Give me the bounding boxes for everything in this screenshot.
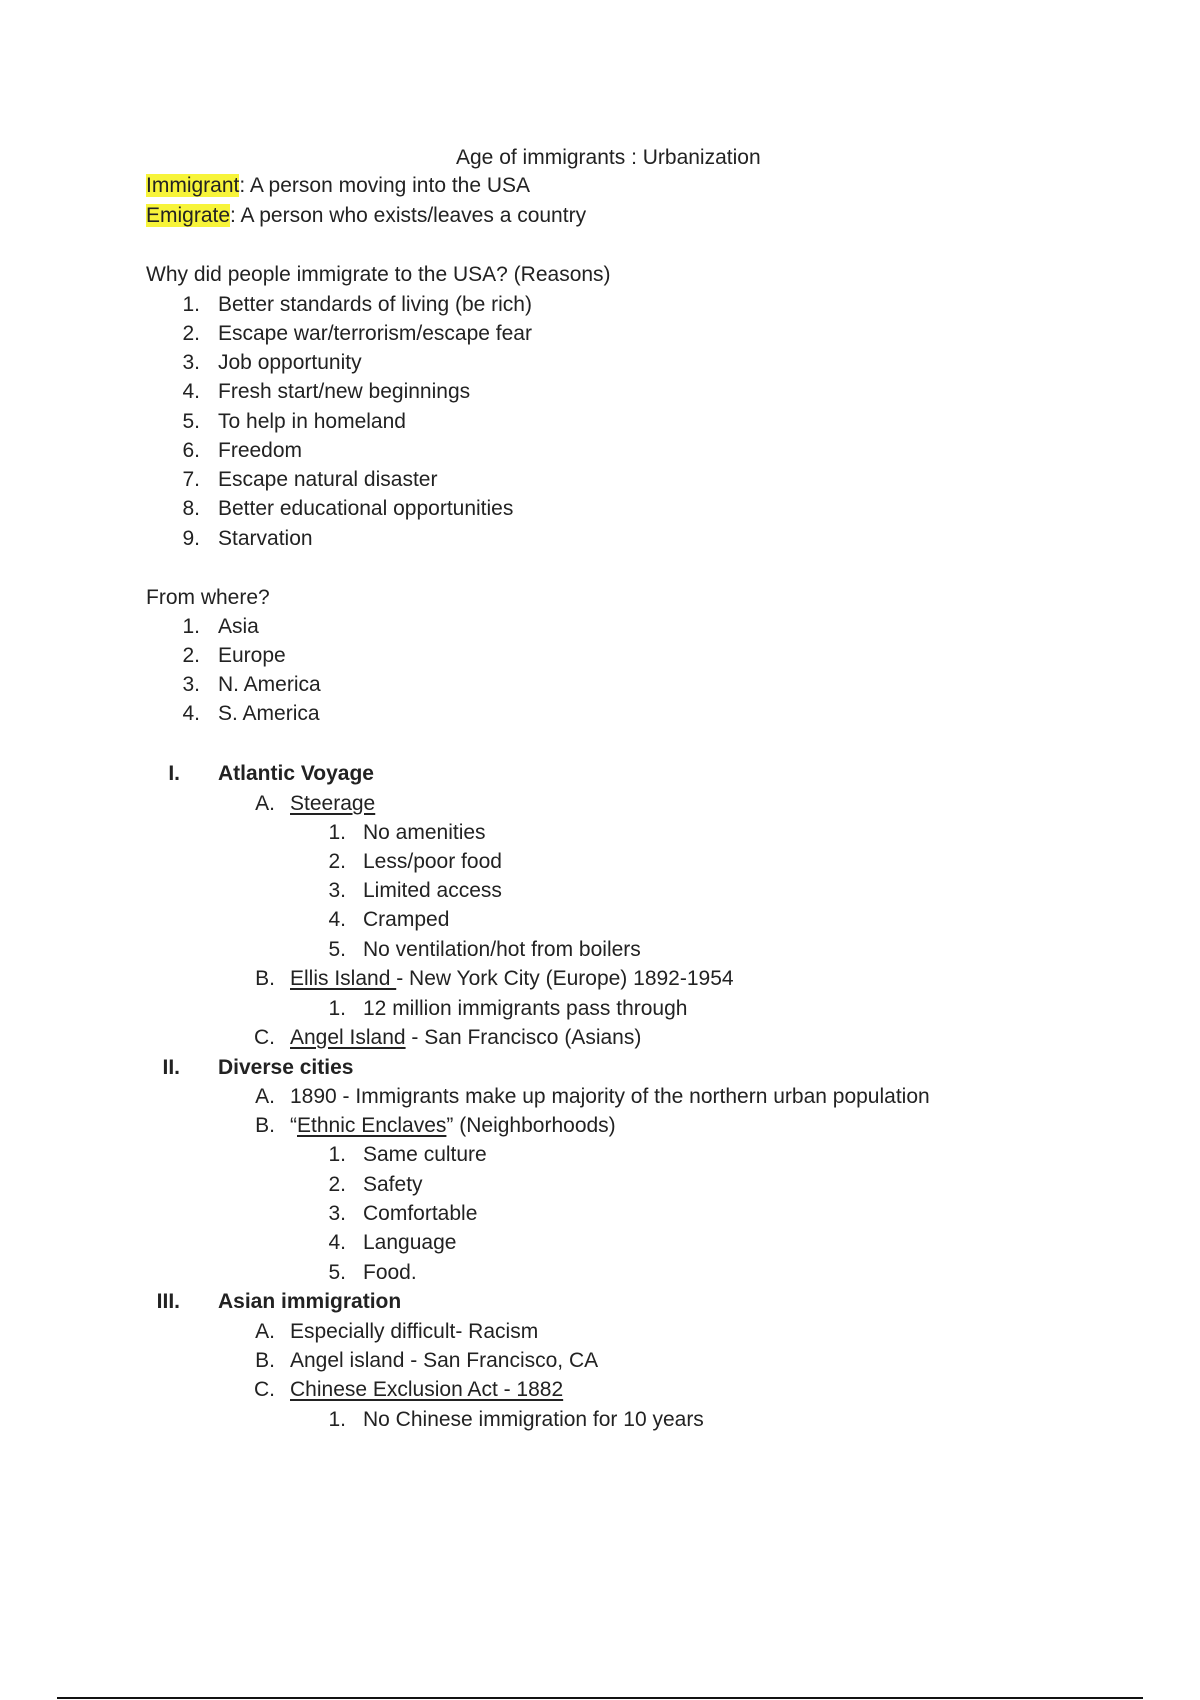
term-highlight: Emigrate xyxy=(146,204,231,227)
roman-marker: II. xyxy=(162,1056,180,1079)
subsection-line: Ellis Island - New York City (Europe) 1892-1954 xyxy=(290,967,734,990)
subsection-title: Chinese Exclusion Act - 1882 xyxy=(290,1378,564,1401)
letter-marker: B. xyxy=(255,1349,275,1372)
section-title: Asian immigration xyxy=(218,1290,402,1313)
definition-emigrate: Emigrate: A person who exists/leaves a country xyxy=(146,204,587,227)
subsection-line: Especially difficult- Racism xyxy=(290,1320,539,1343)
letter-marker: A. xyxy=(255,1320,275,1343)
section-title: Atlantic Voyage xyxy=(218,762,374,785)
subsection-line: Angel Island - San Francisco (Asians) xyxy=(290,1026,642,1049)
subsection-line: “Ethnic Enclaves” (Neighborhoods) xyxy=(290,1114,616,1137)
reasons-heading: Why did people immigrate to the USA? (Reasons) xyxy=(146,263,611,286)
subsection-title: Steerage xyxy=(290,792,376,815)
origins-heading: From where? xyxy=(146,586,270,609)
roman-marker: I. xyxy=(168,762,180,785)
term-highlight: Immigrant xyxy=(146,174,240,197)
section-title: Diverse cities xyxy=(218,1056,354,1079)
definition-immigrant: Immigrant: A person moving into the USA xyxy=(146,174,531,197)
letter-marker: B. xyxy=(255,967,275,990)
letter-marker: C. xyxy=(254,1026,275,1049)
subsection-title: Angel Island xyxy=(290,1026,406,1049)
subsection-title: Ellis Island xyxy=(290,967,397,990)
page-title: Age of immigrants : Urbanization xyxy=(456,146,761,169)
letter-marker: A. xyxy=(255,1085,275,1108)
roman-marker: III. xyxy=(156,1290,180,1313)
letter-marker: C. xyxy=(254,1378,275,1401)
subsection-title: Ethnic Enclaves xyxy=(297,1114,447,1137)
footer-rule xyxy=(57,1697,1143,1699)
letter-marker: B. xyxy=(255,1114,275,1137)
subsection-line: 1890 - Immigrants make up majority of the northern urban population xyxy=(290,1085,930,1108)
document-page: Age of immigrants : Urbanization Immigrant: A person moving into the USA Emigrate: A person who exists/leaves a country Why did people immigrate to the USA? (Reasons) 1. Better standards of living (be rich) 2. Escape war/terrorism/escape fear 3. Job opportunity 4. Fresh start/new beginnings 5. To help in homeland 6. Freedom 7. Escape natural disaster 8. Better educational opportunities 9. Starvation From where? 1. Asia 2. Europe 3. N. America 4. S. America I. Atlantic Voyage A. Steerage 1. No amenities 2. Less/poor food 3. Limited access 4. Cramped 5. No ventilation/hot from boilers B. Ellis Island - New York City (Europe) 1892-1954 1. 12 million immigrants pass through C. Angel Island - San Francisco (Asians) II. Diverse cities A. 1890 - Immigrants make up majority of the northern urban population B. “Ethnic Enclaves” (Neighborhoods) 1. Same culture 2. Safety 3. Comfortable 4. Language 5. Food. III. Asian immigration A. Especially difficult- Racism B. Angel island - San Francisco, CA C. Chinese Exclusion Act - 1882 1. No Chinese immigration for 10 years xyxy=(0,0,1200,1700)
letter-marker: A. xyxy=(255,792,275,815)
subsection-line: Angel island - San Francisco, CA xyxy=(290,1349,599,1372)
